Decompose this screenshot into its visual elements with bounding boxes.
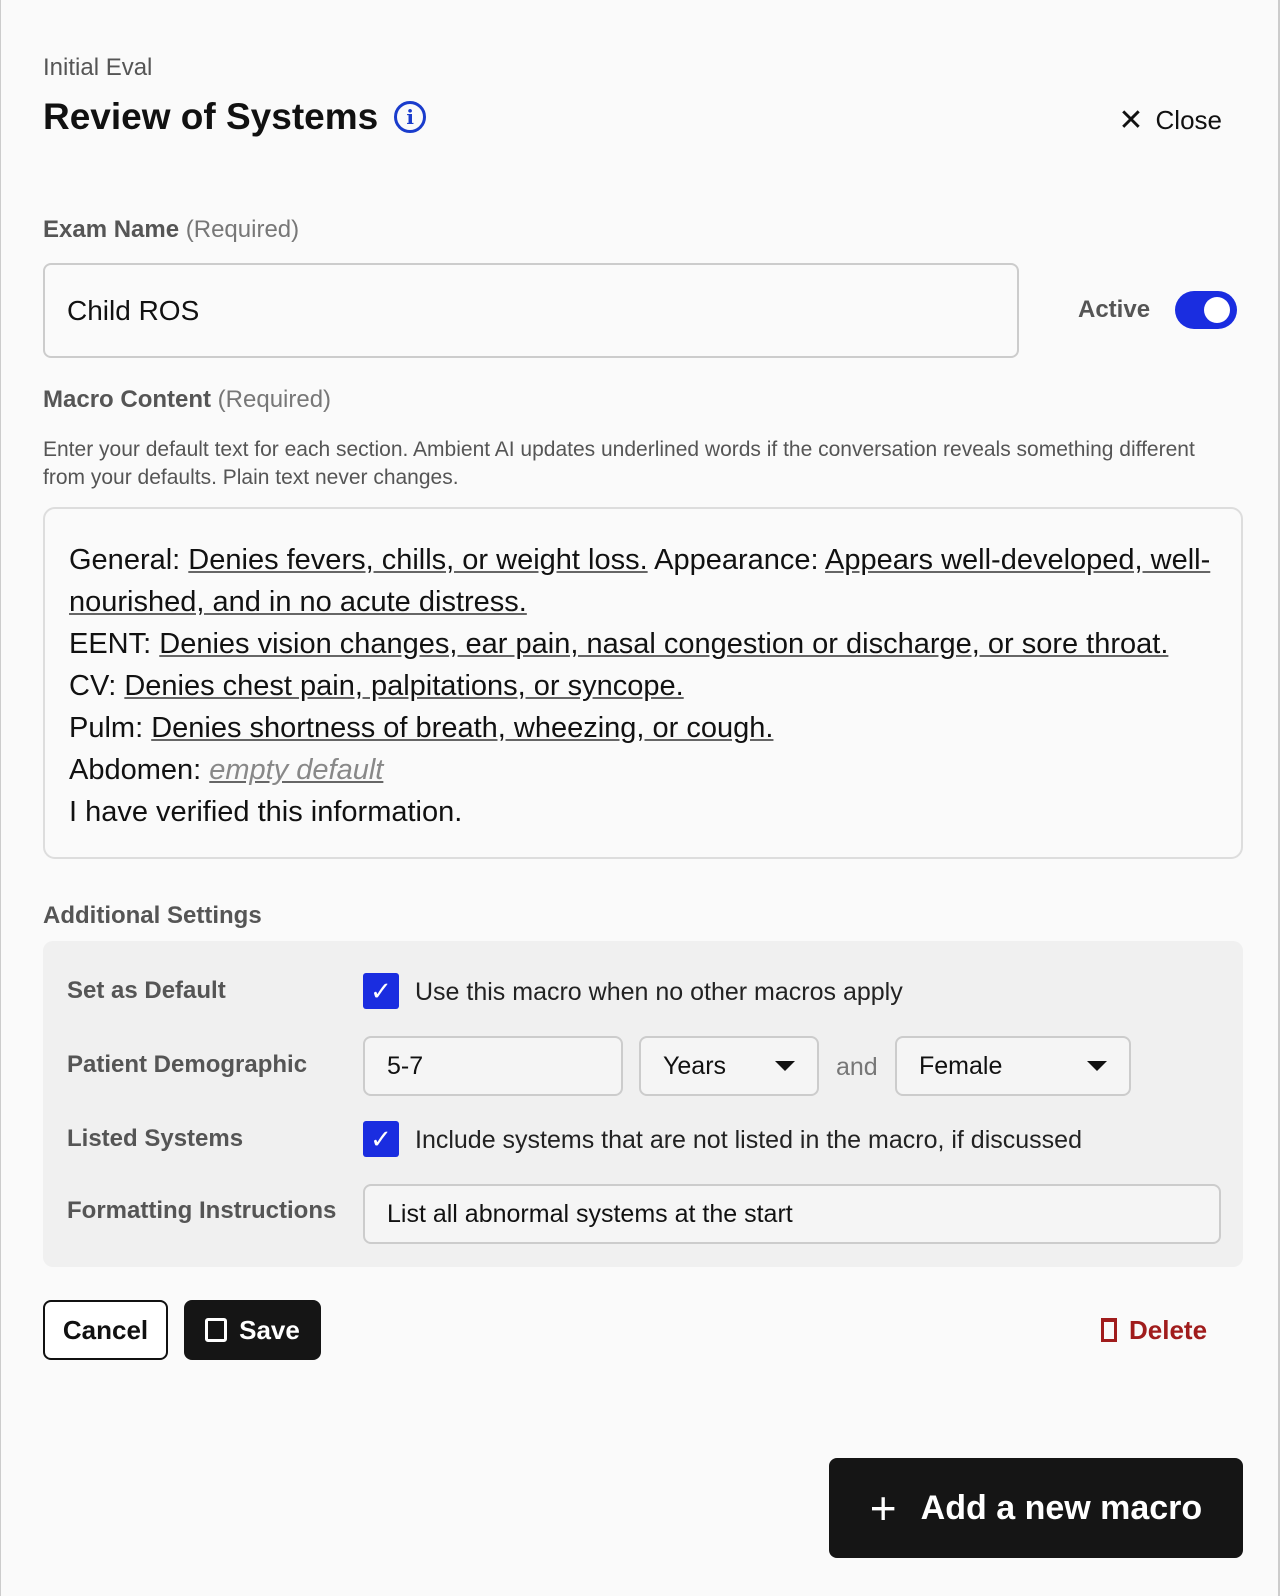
default-label: Set as Default [67, 977, 226, 1004]
macro-content-label: Macro Content (Required) [43, 386, 332, 413]
active-toggle[interactable] [1175, 291, 1237, 329]
default-checkbox[interactable]: ✓ [363, 973, 399, 1009]
close-button[interactable] [1118, 103, 1222, 138]
demographic-label: Patient Demographic [67, 1051, 308, 1078]
settings-panel [43, 941, 1243, 1267]
exam-name-label: Exam Name (Required) [43, 216, 300, 243]
trash-icon [1101, 1318, 1117, 1342]
save-icon [205, 1318, 227, 1342]
chevron-down-icon [1087, 1061, 1107, 1071]
active-label: Active [1078, 296, 1151, 323]
age-input[interactable]: 5-7 [363, 1036, 623, 1096]
breadcrumb: Initial Eval [43, 54, 153, 81]
plus-icon: + [869, 1482, 897, 1534]
cancel-button[interactable]: Cancel [43, 1300, 168, 1360]
save-button[interactable]: Save [184, 1300, 321, 1360]
close-label: Close [1155, 105, 1222, 135]
close-icon: ✕ [1118, 104, 1144, 137]
page-title [43, 96, 426, 138]
chevron-down-icon [775, 1061, 795, 1071]
delete-button[interactable]: Delete [1101, 1300, 1207, 1360]
age-unit-select[interactable]: Years [639, 1036, 819, 1096]
format-label: Formatting Instructions [67, 1197, 337, 1224]
info-icon[interactable]: i [394, 101, 426, 133]
format-input[interactable]: List all abnormal systems at the start [363, 1184, 1221, 1244]
macro-hint: Enter your default text for each section. Ambient AI updates underlined words if the conversation reveals something different from your defaults. Plain text never changes. [43, 438, 1195, 489]
and-text: and [836, 1053, 878, 1081]
systems-label: Listed Systems [67, 1125, 244, 1152]
title-text: Review of Systems [43, 96, 379, 137]
macro-content-editor[interactable]: General: Denies fevers, chills, or weight loss. Appearance: Appears well-developed, well-nourished, and in no acute distress. EENT: Denies vision changes, ear pain, nasal congestion or discharge, or sore throat. CV: Denies chest pain, palpitations, or syncope. Pulm: Denies shortness of breath, wheezing, or cough. Abdomen: empty default I have verified this information. [43, 507, 1243, 859]
sex-select[interactable]: Female [895, 1036, 1131, 1096]
exam-name-input[interactable]: Child ROS [43, 263, 1019, 358]
additional-settings-title: Additional Settings [43, 902, 262, 929]
systems-text: Include systems that are not listed in the macro, if discussed [415, 1126, 1082, 1154]
default-text: Use this macro when no other macros apply [415, 978, 903, 1006]
add-macro-button[interactable]: + Add a new macro [829, 1458, 1243, 1558]
systems-checkbox[interactable]: ✓ [363, 1121, 399, 1157]
